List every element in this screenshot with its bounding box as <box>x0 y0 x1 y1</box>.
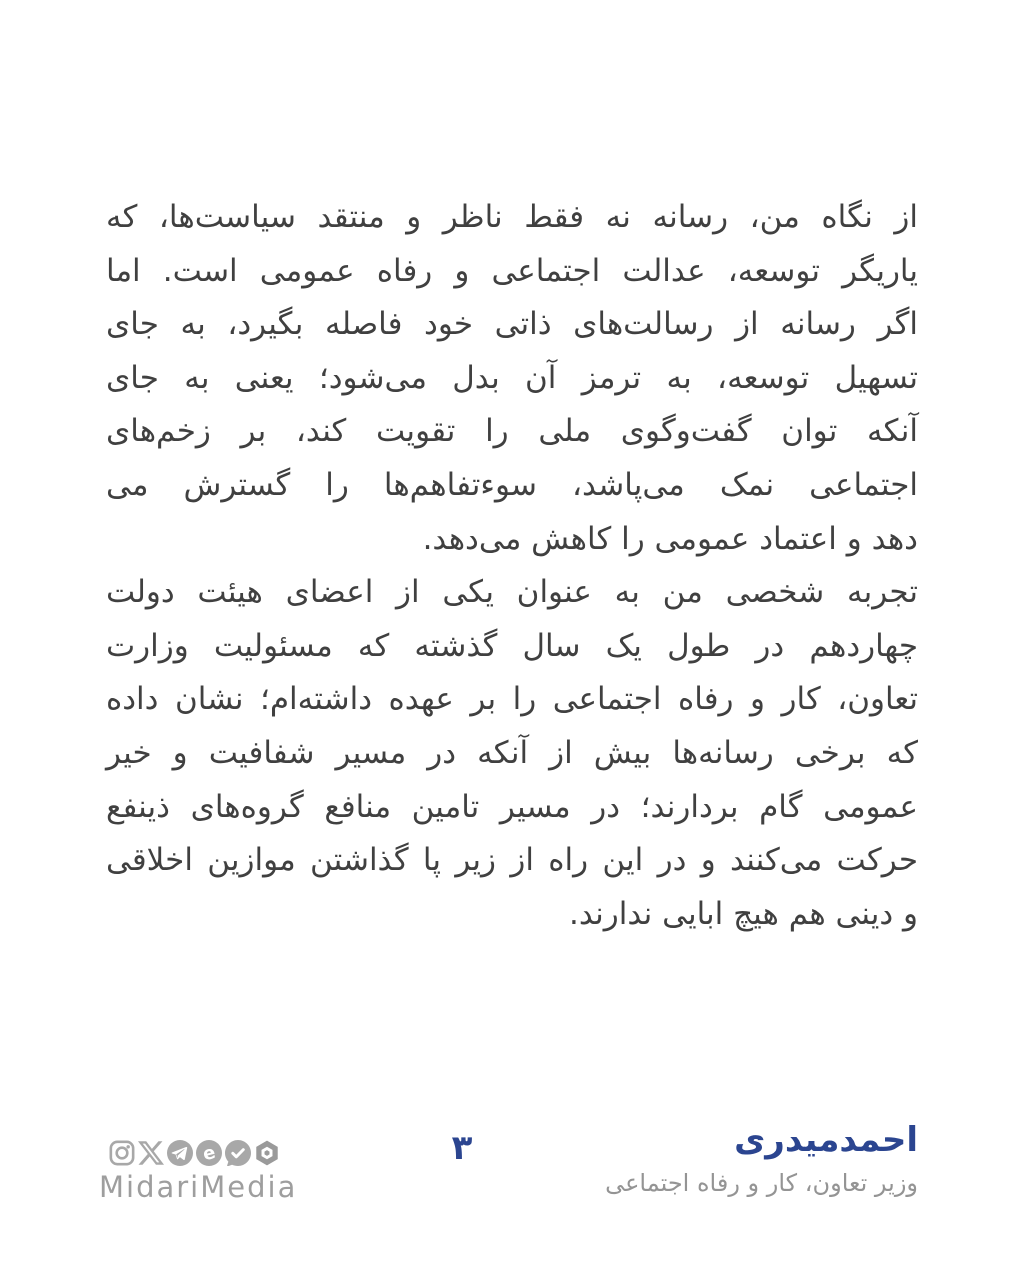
page-number: ۳ <box>451 1128 473 1168</box>
rubika-icon <box>254 1140 280 1166</box>
telegram-icon <box>167 1140 193 1166</box>
svg-text:e: e <box>200 1141 218 1166</box>
eitaa-icon <box>196 1140 222 1166</box>
bale-icon <box>225 1140 251 1166</box>
quote-line: تعاون، کار و رفاه اجتماعی را بر عهده داشته‌ام؛ نشان داده <box>106 681 918 718</box>
social-icons-row <box>99 1140 297 1166</box>
author-role: وزیر تعاون، کار و رفاه اجتماعی <box>605 1169 918 1197</box>
x-icon <box>138 1140 164 1166</box>
quote-line: تجربه شخصی من به عنوان یکی از اعضای هیئت دولت <box>106 574 918 611</box>
quote-line: عمومی گام بردارند؛ در مسیر تامین منافع گروه‌های ذینفع <box>106 788 918 825</box>
quote-line: و دینی هم هیچ ابایی ندارند. <box>569 895 918 932</box>
quote-line: دهد و اعتماد عمومی را کاهش می‌دهد. <box>422 520 918 557</box>
quote-line: اجتماعی نمک می‌پاشد، سوءتفاهم‌ها را گسترش می <box>106 466 918 503</box>
quote-line: از نگاه من، رسانه نه فقط ناظر و منتقد سیاست‌ها، که <box>106 199 918 235</box>
quote-line: یاریگر توسعه، عدالت اجتماعی و رفاه عمومی است. اما <box>106 252 918 289</box>
quote-line: حرکت می‌کنند و در این راه از زیر پا گذاشتن موازین اخلاقی <box>106 842 918 879</box>
quote-line: چهاردهم در طول یک سال گذشته که مسئولیت وزارت <box>106 627 918 664</box>
author-name: احمدمیدری <box>734 1120 918 1160</box>
signature-block <box>605 1120 918 1198</box>
instagram-icon <box>109 1140 135 1166</box>
quote-text-block <box>106 191 918 941</box>
quote-line: آنکه توان گفت‌وگوی ملی را تقویت کند، بر زخم‌های <box>106 413 918 450</box>
quote-line: تسهیل توسعه، به ترمز آن بدل می‌شود؛ یعنی به جای <box>106 359 918 396</box>
quote-line: که برخی رسانه‌ها بیش از آنکه در مسیر شفافیت و خیر <box>106 734 918 771</box>
brand-name: MidariMedia <box>99 1170 298 1204</box>
quote-line: اگر رسانه از رسالت‌های ذاتی خود فاصله بگیرد، به جای <box>106 306 918 343</box>
brand-block <box>99 1140 297 1204</box>
